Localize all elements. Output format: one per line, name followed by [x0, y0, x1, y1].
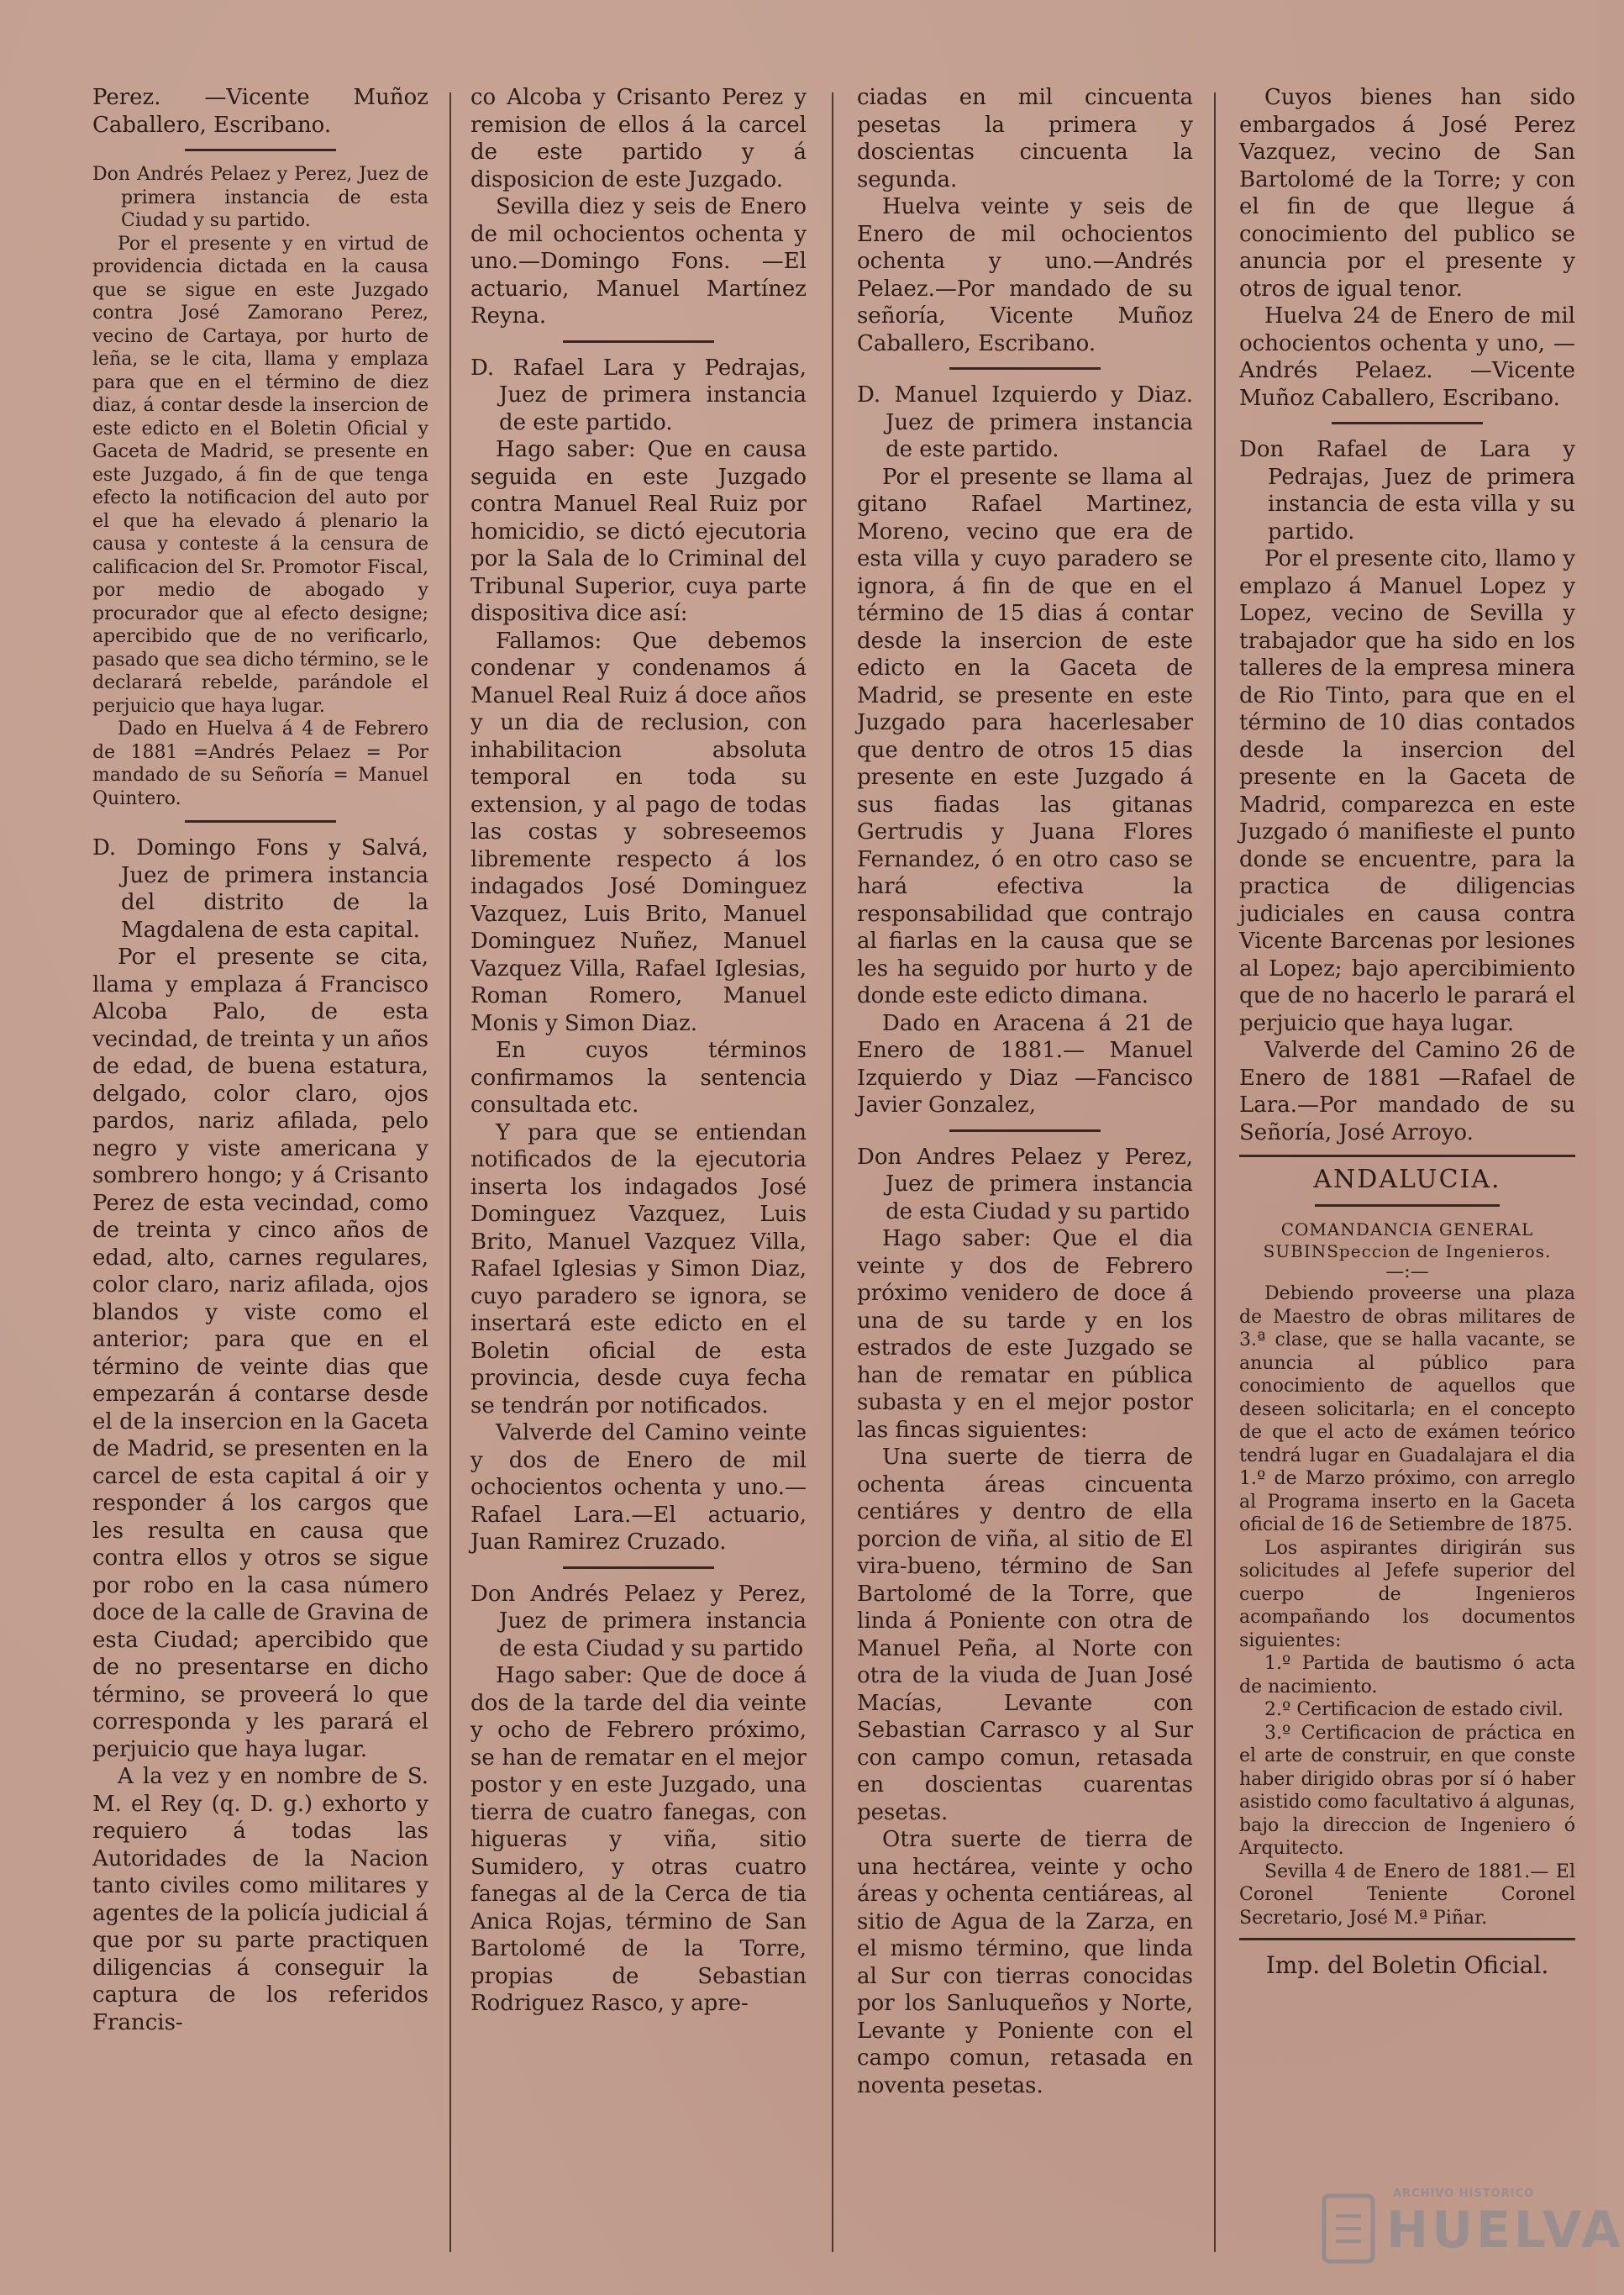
divider	[949, 367, 1101, 370]
text-block: Los aspirantes dirigirán sus solicitudes al Jefefe superior del cuerpo de Ingenieros acompañando los documentos siguientes:	[1239, 1537, 1575, 1651]
seal-icon	[1319, 2191, 1378, 2266]
text-block: Fallamos: Que debemos condenar y condenamos á Manuel Real Ruiz á doce años y un dia de reclusion, con inhabilitacion absoluta temporal en toda su extension, y al pago de todas las costas y sobreseemos libremente respecto á los indagados José Dominguez Vazquez, Luis Brito, Manuel Dominguez Nuñez, Manuel Vazquez Villa, Rafael Iglesias, Roman Romero, Manuel Monis y Simon Diaz.	[470, 628, 807, 1036]
divider	[563, 340, 714, 343]
divider	[1332, 422, 1483, 424]
text-block: En cuyos términos confirmamos la sentencia consultada etc.	[470, 1038, 807, 1118]
text-block: Valverde del Camino 26 de Enero de 1881 —Rafael de Lara.—Por mandado de su Señoría, José Arroyo.	[1239, 1038, 1575, 1145]
text-block: Dado en Huelva á 4 de Febrero de 1881 =Andrés Pelaez = Por mandado de su Señoría = Manuel Quintero.	[92, 719, 428, 809]
list-item: 1.º Partida de bautismo ó acta de nacimiento.	[1239, 1653, 1575, 1698]
text-block: Por el presente se cita, llama y emplaza á Francisco Alcoba Palo, de esta vecindad, de treinta y un años de edad, de buena estatura, delgado, color claro, ojos pardos, nariz afilada, pelo negro y viste americana y sombrero hongo; y á Crisanto Perez de esta vecindad, como de treinta y cinco años de edad, alto, carnes regulares, color claro, nariz afilada, ojos blandos y viste como el anterior; para que en el término de veinte dias que empezarán á contarse desde el de la insercion en la Gaceta de Madrid, se presenten en la carcel de esta capital á oir y responder á los cargos que les resulta en causa que contra ellos y otros se sigue por robo en la casa número doce de la calle de Gravina de esta Ciudad; apercibido que de no presentarse en dicho término, se proveerá lo que corresponda y les parará el perjuicio que haya lugar.	[92, 945, 428, 1762]
divider	[185, 820, 336, 823]
text-block: Y para que se entiendan notificados de la ejecutoria inserta los indagados José Dominguez Vazquez, Luis Brito, Manuel Vazquez Villa, Rafael Iglesias y Simon Diaz, cuyo paradero se ignora, se insertará este edicto en el Boletin oficial de esta provincia, desde cuya fecha se tendrán por notificados.	[470, 1119, 807, 1419]
edict-heading: Don Andres Pelaez y Perez, Juez de primera instancia de esta Ciudad y su partido	[857, 1144, 1193, 1224]
section-title: ANDALUCIA.	[1313, 1165, 1501, 1194]
divider	[949, 1129, 1101, 1132]
divider	[185, 149, 336, 151]
text-block: Huelva 24 de Enero de mil ochocientos ochenta y uno, —Andrés Pelaez. —Vicente Muñoz Caballero, Escribano.	[1239, 303, 1575, 411]
text-block: co Alcoba y Crisanto Perez y remision de ellos á la carcel de este partido y á disposicion de este Juzgado.	[470, 85, 807, 192]
column-rule	[1214, 92, 1216, 2252]
watermark-caption: ARCHIVO HISTÓRICO	[1393, 2187, 1535, 2200]
text-block: Huelva veinte y seis de Enero de mil ochocientos ochenta y uno.—Andrés Pelaez.—Por mandado de su señoría, Vicente Muñoz Caballero, Escribano.	[857, 194, 1193, 356]
text-block: Una suerte de tierra de ochenta áreas cincuenta centiáres y dentro de ella porcion de viña, al sitio de El vira-bueno, término de San Bartolomé de la Torre, que linda á Poniente con otra de Manuel Peña, al Norte con otra de la viuda de Juan José Macías, Levante con Sebastian Carrasco y al Sur con campo comun, retasada en doscientas cuarentas pesetas.	[857, 1445, 1193, 1825]
edict-heading: Don Rafael de Lara y Pedrajas, Juez de primera instancia de esta villa y su partido.	[1239, 437, 1575, 545]
column-1	[92, 84, 428, 2269]
text-block: A la vez y en nombre de S. M. el Rey (q. D. g.) exhorto y requiero á todas las Autoridades de la Nacion tanto civiles como militares y agentes de la policía judicial á que por su parte practiquen diligencias á conseguir la captura de los referidos Francis-	[92, 1764, 428, 2035]
list-item: 3.º Certificacion de práctica en el arte de construir, en que conste haber dirigido obras por sí ó haber asistido como facultativo á algunas, bajo la direccion de Ingeniero ó Arquitecto.	[1239, 1722, 1575, 1859]
edict-heading: Don Andrés Pelaez y Perez, Juez de primera instancia de esta Ciudad y su partido.	[92, 164, 428, 231]
text-block: Debiendo proveerse una plaza de Maestro de obras militares de 3.ª clase, que se halla vacante, se anuncia al público para conocimiento de aquellos que deseen solicitarla; en el concepto de que el acto de exámen teórico tendrá lugar en Guadalajara el dia 1.º de Marzo próximo, con arreglo al Programa inserto en la Gaceta oficial de 16 de Setiembre de 1875.	[1239, 1283, 1575, 1535]
text-block: Valverde del Camino veinte y dos de Enero de mil ochocientos ochenta y uno.— Rafael Lara.—El actuario, Juan Ramirez Cruzado.	[470, 1420, 807, 1555]
section-subtitle: COMANDANCIA GENERAL SUBINSpeccion de Ingenieros.	[1263, 1219, 1552, 1261]
divider	[1239, 1938, 1575, 1940]
edict-heading: D. Manuel Izquierdo y Diaz. Juez de primera instancia de este partido.	[857, 382, 1193, 462]
text-block: Hago saber: Que el dia veinte y dos de Febrero próximo venidero de doce á una de su tarde y en los estrados de este Juzgado se han de rematar en pública subasta y en el mejor postor las fincas siguientes:	[857, 1226, 1193, 1443]
column-2	[470, 84, 807, 2269]
text-block: Por el presente cito, llamo y emplazo á Manuel Lopez y Lopez, vecino de Sevilla y trabajador que ha sido en los talleres de la empresa minera de Rio Tinto, para que en el término de 10 dias contados desde la insercion del presente en la Gaceta de Madrid, comparezca en este Juzgado ó manifieste el punto donde se encuentre, para la practica de diligencias judiciales en causa contra Vicente Barcenas por lesiones al Lopez; bajo apercibimiento que de no hacerlo le parará el perjuicio que haya lugar.	[1239, 546, 1575, 1036]
divider	[1239, 1155, 1575, 1157]
separator: —:—	[1385, 1261, 1429, 1282]
text-block: Cuyos bienes han sido embargados á José Perez Vazquez, vecino de San Bartolomé de la Torre; y con el fin de que llegue á conocimiento del publico se anuncia por el presente y otros de igual tenor.	[1239, 85, 1575, 302]
column-rule	[449, 92, 451, 2252]
column-3	[857, 84, 1193, 2269]
text-block: Perez. —Vicente Muñoz Caballero, Escribano.	[92, 85, 428, 138]
text-block: Por el presente y en virtud de providencia dictada en la causa que se sigue en este Juzgado contra José Zamorano Perez, vecino de Cartaya, por hurto de leña, se le cita, llama y emplaza para que en el término de diez diaz, á contar desde la insercion de este edicto en el Boletin Oficial y Gaceta de Madrid, se presente en este Juzgado, á fin de que tenga efecto la notificacion del auto por el que ha elevado á plenario la causa y conteste á la censura de calificacion del Sr. Promotor Fiscal, por medio de abogado y procurador que al efecto designe; apercibido que de no verificarlo, pasado que sea dicho término, se le declarará rebelde, parándole el perjuicio que haya lugar.	[92, 233, 428, 717]
text-block: Por el presente se llama al gitano Rafael Martinez, Moreno, vecino que era de esta villa y cuyo paradero se ignora, á fin de que en el término de 15 dias á contar desde la insercion de este edicto en la Gaceta de Madrid, se presente en este Juzgado para hacerlesaber que dentro de otros 15 dias presente en este Juzgado á sus fiadas las gitanas Gertrudis y Juana Flores Fernandez, ó en otro caso se hará efectiva la responsabilidad que contrajo al fiarlas en la causa que se les ha seguido por hurto y de donde este edicto dimana.	[857, 464, 1193, 1008]
text-block: Hago saber: Que de doce á dos de la tarde del dia veinte y ocho de Febrero próximo, se han de rematar en el mejor postor y en este Juzgado, una tierra de cuatro fanegas, con higueras y viña, sitio Sumidero, y otras cuatro fanegas al de la Cerca de tia Anica Rojas, término de San Bartolomé de la Torre, propias de Sebastian Rodriguez Rasco, y apre-	[470, 1663, 807, 2016]
divider	[563, 1566, 714, 1569]
column-rule	[832, 92, 833, 2252]
edict-heading: D. Rafael Lara y Pedrajas, Juez de primera instancia de este partido.	[470, 355, 807, 435]
text-block: ciadas en mil cincuenta pesetas la primera y doscientas cincuenta la segunda.	[857, 85, 1193, 192]
list-item: 2.º Certificacion de estado civil.	[1264, 1699, 1564, 1720]
text-block: Sevilla 4 de Enero de 1881.— El Coronel Teniente Coronel Secretario, José M.ª Piñar.	[1239, 1861, 1575, 1929]
edict-heading: D. Domingo Fons y Salvá, Juez de primera instancia del distrito de la Magdalena de esta capital.	[92, 835, 428, 943]
text-block: Sevilla diez y seis de Enero de mil ochocientos ochenta y uno.—Domingo Fons. —El actuario, Manuel Martínez Reyna.	[470, 194, 807, 329]
archive-watermark	[1319, 2184, 1624, 2277]
watermark-text: HUELVA	[1386, 2201, 1624, 2260]
text-block: Hago saber: Que en causa seguida en este Juzgado contra Manuel Real Ruiz por homicidio, se dictó ejecutoria por la Sala de lo Criminal del Tribunal Superior, cuya parte dispositiva dice así:	[470, 437, 807, 626]
text-block: Otra suerte de tierra de una hectárea, veinte y ocho áreas y ochenta centiáreas, al sitio de Agua de la Zarza, en el mismo término, que linda al Sur con tierras conocidas por los Sanluqueños y Norte, Levante y Poniente con el campo comun, retasada en noventa pesetas.	[857, 1827, 1193, 2098]
edict-heading: Don Andrés Pelaez y Perez, Juez de primera instancia de esta Ciudad y su partido	[470, 1581, 807, 1661]
printer-imprint: Imp. del Boletin Oficial.	[1265, 1951, 1549, 1979]
divider	[1315, 1204, 1500, 1207]
column-4	[1239, 84, 1575, 2269]
text-block: Dado en Aracena á 21 de Enero de 1881.— Manuel Izquierdo y Diaz —Fancisco Javier Gonzalez,	[857, 1010, 1193, 1118]
